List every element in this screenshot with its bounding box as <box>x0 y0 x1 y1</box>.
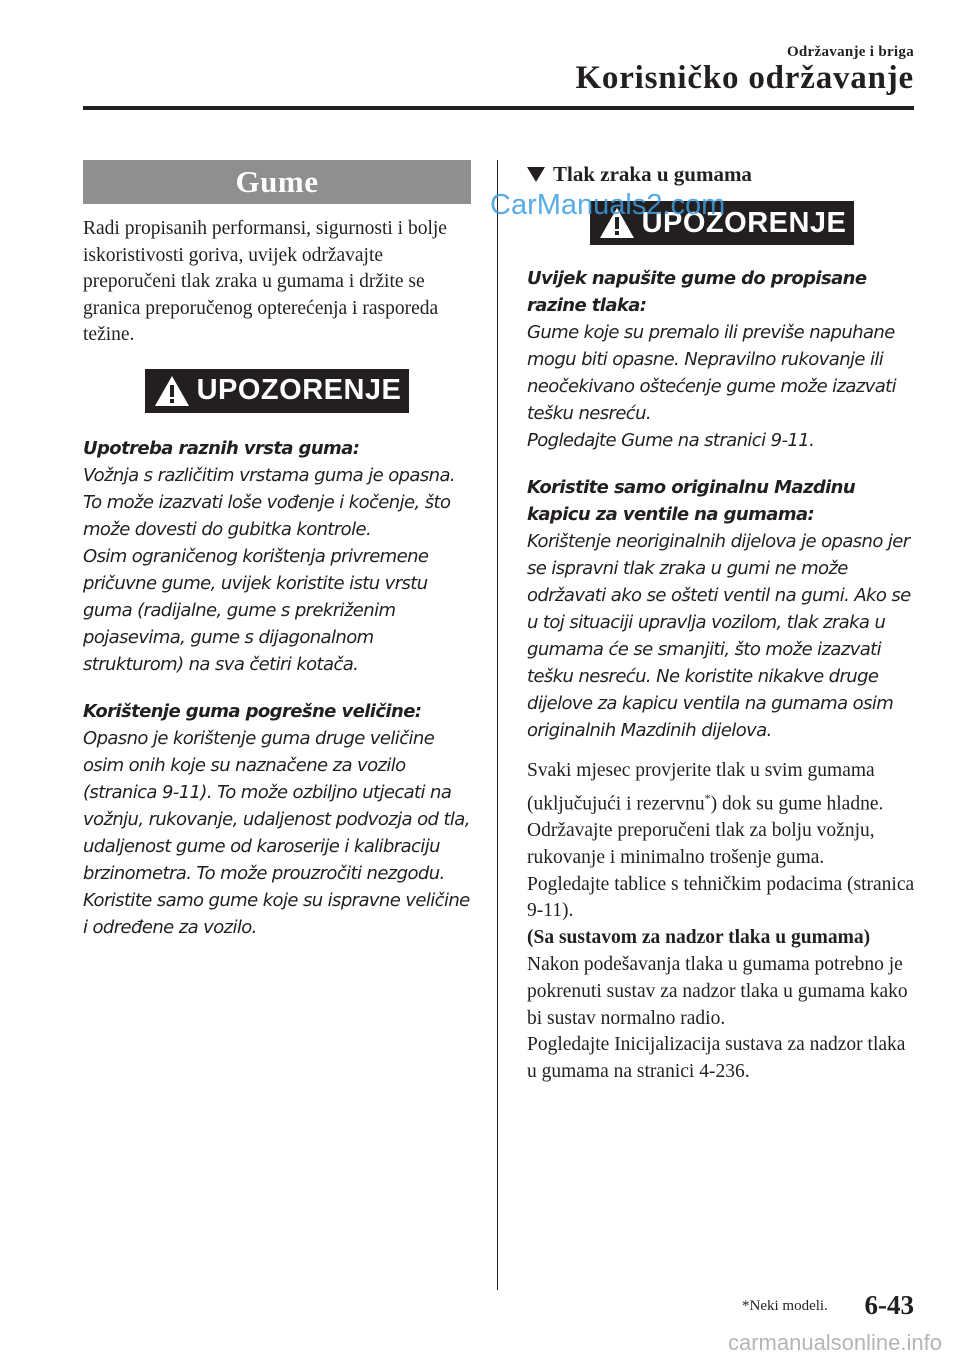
body-text <box>527 758 917 1086</box>
warning-badge <box>145 369 410 413</box>
warning-content <box>527 265 917 744</box>
body-paragraph: Pogledajte tablice s tehničkim podacima (stranica 9-11). <box>527 873 915 922</box>
warning-triangle-icon <box>153 374 191 408</box>
warning-heading: Korištenje guma pogrešne veličine: <box>83 700 422 722</box>
warning-text: Pogledajte Gume na stranici 9-11. <box>527 430 815 451</box>
warning-text: Korištenje neoriginalnih dijelova je opasno jer se ispravni tlak zraka u gumi ne može održavati ako se ošteti ventil na gumi. Ako se u toj situaciji upravlja vozilom, tlak zraka u gumama će se smanjiti, što može izazvati tešku nesreću. Ne koristite nikakve druge dijelove za kapicu ventila na gumama osim originalnih Mazdinih dijelova. <box>527 531 911 741</box>
body-subheading: (Sa sustavom za nadzor tlaka u gumama) <box>527 927 871 949</box>
header-rule <box>83 106 914 110</box>
warning-label: UPOZORENJE <box>641 206 847 239</box>
column-divider <box>497 160 498 1290</box>
body-paragraph: Nakon podešavanja tlaka u gumama potrebno je pokrenuti sustav za nadzor tlaka u gumama kako bi sustav normalno radio. <box>527 954 908 1029</box>
left-column <box>83 160 471 941</box>
footnote: *Neki modeli. <box>742 1298 828 1314</box>
body-paragraph: Svaki mjesec provjerite tlak u svim gumama (uključujući i rezervnu*) dok su gume hladne. Održavajte preporučeni tlak za bolju vožnju, rukovanje i minimalno trošenje guma. <box>527 760 884 868</box>
warning-block <box>83 369 471 413</box>
warning-text: Gume koje su premalo ili previše napuhane mogu biti opasne. Nepravilno rukovanje ili neočekivano oštećenje gume može izazvati tešku nesreću. <box>527 322 897 424</box>
watermark: CarManuals2.com <box>490 189 726 221</box>
site-watermark: carmanualsonline.info <box>727 1330 942 1355</box>
warning-heading: Upotreba raznih vrsta guma: <box>83 437 360 459</box>
subheading <box>527 162 917 187</box>
warning-label: UPOZORENJE <box>196 374 402 406</box>
right-column <box>527 160 917 1086</box>
section-title: Korisničko održavanje <box>575 60 914 96</box>
chapter-title: Održavanje i briga <box>786 44 914 60</box>
warning-heading: Uvijek napušite gume do propisane razine tlaka: <box>527 268 867 316</box>
triangle-down-icon <box>527 167 545 182</box>
body-paragraph: Pogledajte Inicijalizacija sustava za nadzor tlaka u gumama na stranici 4-236. <box>527 1034 906 1083</box>
warning-content <box>83 435 471 941</box>
subheading-text: Tlak zraka u gumama <box>553 162 752 186</box>
warning-text: Osim ograničenog korištenja privremene pričuvne gume, uvijek koristite istu vrstu guma (radijalne, gume s prekriženim pojasevima, gume s dijagonalnom strukturom) na sva četiri kotača. <box>83 545 429 675</box>
warning-text: Vožnja s različitim vrstama guma je opasna. To može izazvati loše vođenje i kočenje, što može dovesti do gubitka kontrole. <box>83 464 456 540</box>
section-heading-gume: Gume <box>83 160 471 204</box>
intro-paragraph: Radi propisanih performansi, sigurnosti i bolje iskoristivosti goriva, uvijek održavajte preporučeni tlak zraka u gumama i držite se granica preporučenog opterećenja i rasporeda težine. <box>83 218 447 345</box>
warning-text: Opasno je korištenje guma druge veličine osim onih koje su naznačene za vozilo (stranica 9-11). To može ozbiljno utjecati na vožnju, rukovanje, udaljenost podvozja od tla, udaljenost gume od karoserije i kalibraciju brzinometra. To može prouzročiti nezgodu. Koristite samo gume koje su ispravne veličine i određene za vozilo. <box>83 727 470 938</box>
page-number: 6-43 <box>864 1290 914 1320</box>
warning-heading: Koristite samo originalnu Mazdinu kapicu za ventile na gumama: <box>527 477 856 525</box>
